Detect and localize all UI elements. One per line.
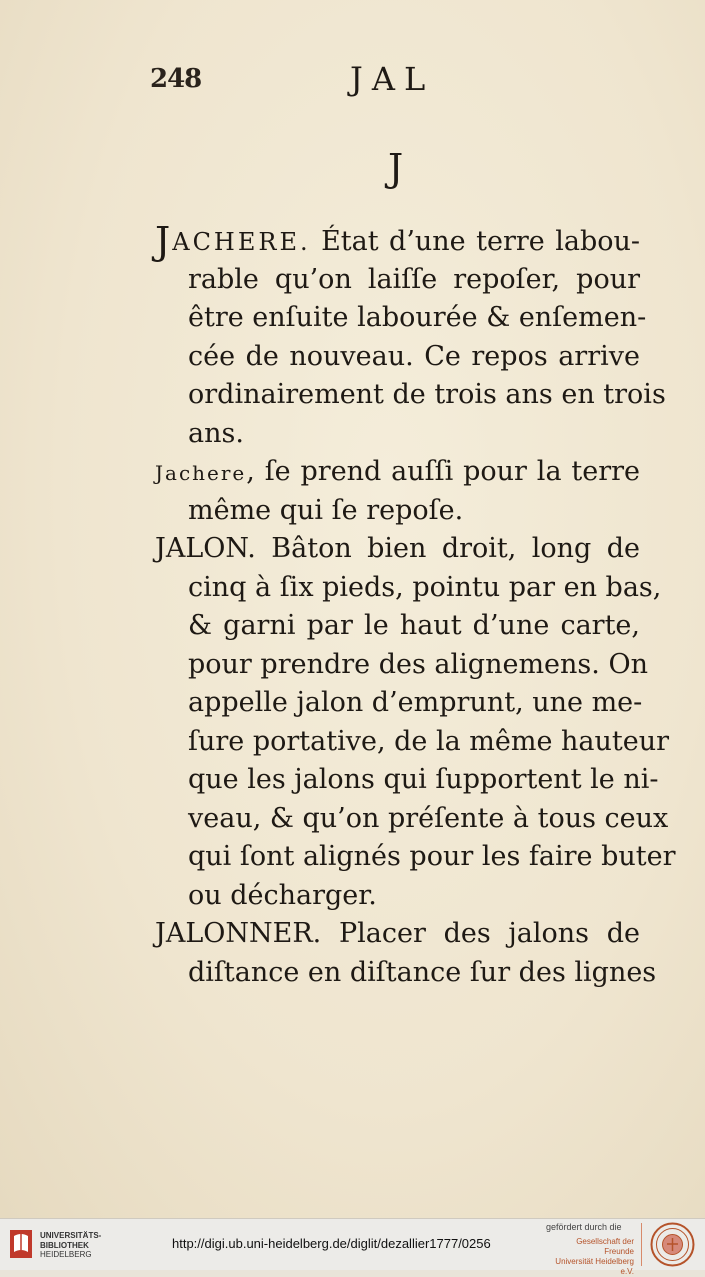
headword: ACHERE. [172,228,311,256]
library-name-line: UNIVERSITÄTS- [40,1231,102,1240]
footer-divider [641,1223,642,1266]
library-name[interactable] [40,1231,101,1260]
dictionary-text [0,219,705,992]
definition-text: État d’une terre labou- [310,226,640,257]
definition-text: , ſe prend auſſi pour la terre [246,456,640,487]
entry-jalonner [0,915,705,992]
page-number: 248 [150,64,202,94]
entry-first-line [0,219,640,263]
text-line: diſtance en diſtance ſur des lignes [188,956,657,988]
text-line: ou décharger. [188,879,377,911]
text-line: qui ſont alignés pour les faire buter [188,841,676,872]
text-line: cée de nouveau. Ce repos arrive [188,340,640,372]
library-name-line: BIBLIOTHEK [40,1240,89,1250]
running-title: JAL [350,60,435,98]
text-line: ſure portative, de la même hauteur [188,725,670,757]
sponsor-name-line: Gesellschaft der Freunde [576,1237,634,1256]
definition-text: Placer des jalons de [321,918,640,949]
funded-by-text: gefördert durch die [546,1222,622,1232]
text-line: cinq à ſix pieds, pointu par en bas, [188,571,662,603]
running-head [0,58,705,102]
section-letter: J [388,146,404,190]
university-library-logo-icon[interactable] [8,1228,34,1260]
definition-text: Bâton bien droit, long de [255,533,640,564]
entry-jachere [0,219,705,453]
text-line: ordinairement de trois ans en trois [188,379,666,410]
text-line: & garni par le haut d’une carte, [188,610,640,641]
text-line: pour prendre des alignemens. On [188,648,648,680]
text-line: appelle jalon d’emprunt, une me- [188,687,643,718]
text-line: être enſuite labourée & enſemen- [188,302,647,333]
entry-first-line [0,453,640,492]
text-line: veau, & qu’on préſente à tous ceux [188,802,669,834]
entry-first-line [0,915,640,954]
university-seal-icon[interactable] [650,1222,695,1267]
permalink-url[interactable]: http://digi.ub.uni-heidelberg.de/diglit/dezallier1777/0256 [172,1236,491,1251]
text-line: ans. [188,417,244,449]
sponsor-name-line: Universität Heidelberg e.V. [555,1257,634,1276]
headword: JALON. [155,533,256,564]
library-name-line: HEIDELBERG [40,1250,92,1259]
text-line: que les jalons qui ſupportent le ni- [188,764,659,795]
text-line: rable qu’on laiſſe repoſer, pour [188,263,640,295]
sponsor-name[interactable] [546,1237,634,1277]
entry-jalon [0,530,705,915]
text-line: même qui ſe repoſe. [188,494,464,526]
entry-first-line [0,530,640,569]
headword: JALONNER. [155,918,322,949]
drop-cap: J [155,219,173,263]
headword: Jachere [155,461,247,485]
viewer-footer [0,1218,705,1276]
entry-jachere-sense [0,453,705,530]
